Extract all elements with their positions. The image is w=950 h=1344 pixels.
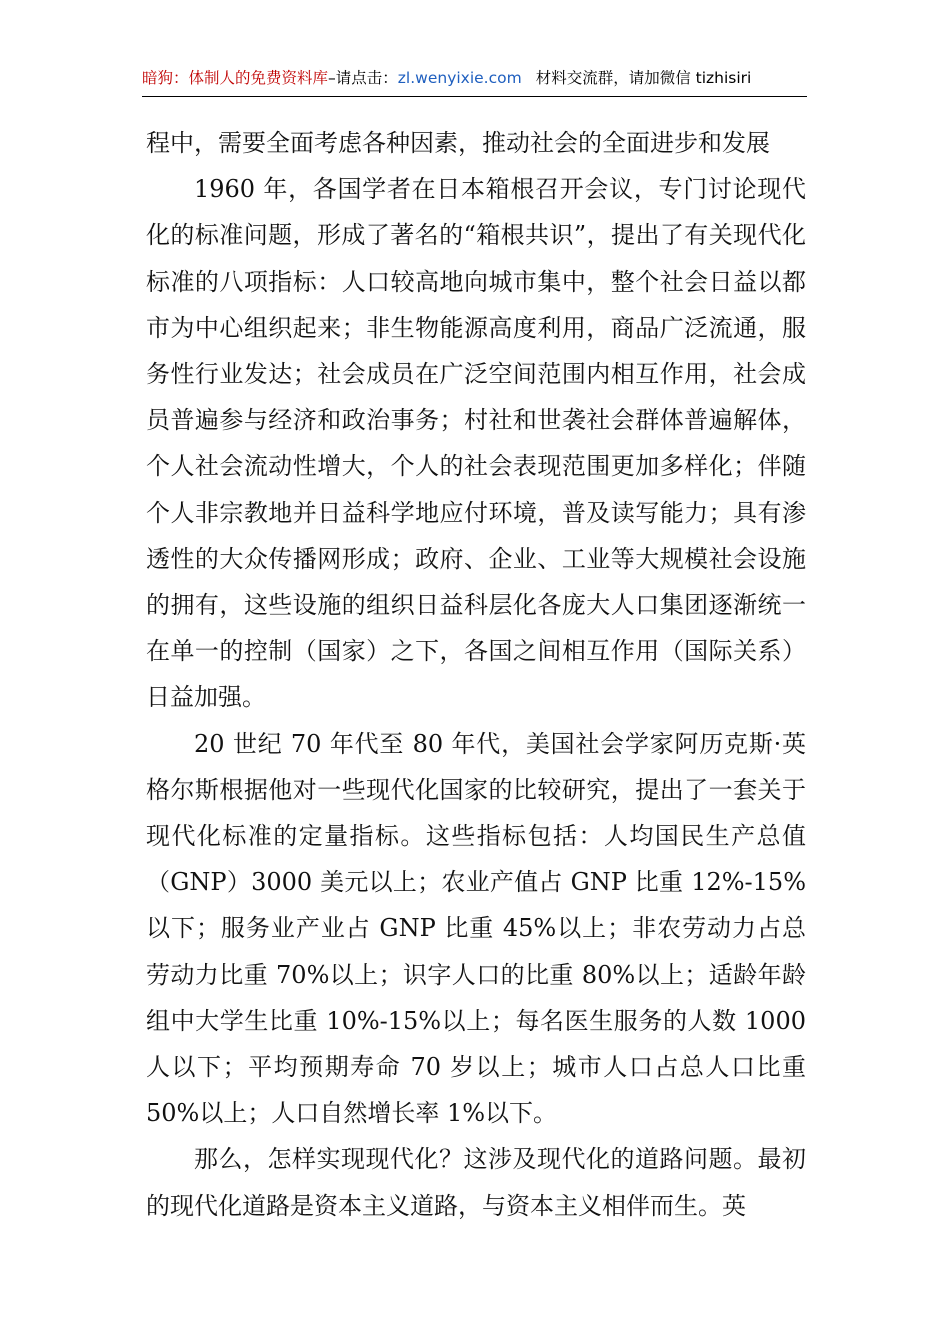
header-brand: 暗狗：体制人的免费资料库	[142, 69, 329, 87]
header-prompt: –请点击：	[328, 69, 398, 87]
paragraph-continuation: 程中，需要全面考虑各种因素，推动社会的全面进步和发展	[146, 129, 770, 157]
header-link[interactable]: zl.wenyixie.com	[397, 69, 522, 87]
paragraph-hakone-consensus: 1960 年，各国学者在日本箱根召开会议，专门讨论现代化的标准问题，形成了著名的“箱根共识”，提出了有关现代化标准的八项指标：人口较高地向城市集中，整个社会日益以都市为中心组织起来；非生物能源高度利用，商品广泛流通，服务性行业发达；社会成员在广泛空间范围内相互作用，社会成员普遍参与经济和政治事务；村社和世袭社会群体普遍解体，个人社会流动性增大，个人的社会表现范围更加多样化；伴随个人非宗教地并日益科学地应付环境，普及读写能力；具有渗透性的大众传播网形成；政府、企业、工业等大规模社会设施的拥有，这些设施的组织日益科层化各庞大人口集团逐渐统一在单一的控制（国家）之下，各国之间相互作用（国际关系）日益加强。	[146, 175, 806, 712]
header-group-info: 材料交流群，请加微信 tizhisiri	[535, 69, 752, 87]
document-body	[146, 120, 806, 1229]
paragraph-inkeles-indicators: 20 世纪 70 年代至 80 年代，美国社会学家阿历克斯·英格尔斯根据他对一些现代化国家的比较研究，提出了一套关于现代化标准的定量指标。这些指标包括：人均国民生产总值（GNP）3000 美元以上；农业产值占 GNP 比重 12%-15%以下；服务业产业占 GNP 比重 45%以上；非农劳动力占总劳动力比重 70%以上；识字人口的比重 80%以上；适龄年龄组中大学生比重 10%-15%以上；每名医生服务的人数 1000 人以下；平均预期寿命 70 岁以上；城市人口占总人口比重 50%以上；人口自然增长率 1%以下。	[146, 729, 806, 1128]
paragraph-modernization-path: 那么，怎样实现现代化？这涉及现代化的道路问题。最初的现代化道路是资本主义道路，与资本主义相伴而生。英	[146, 1145, 806, 1220]
page-header	[142, 64, 807, 97]
